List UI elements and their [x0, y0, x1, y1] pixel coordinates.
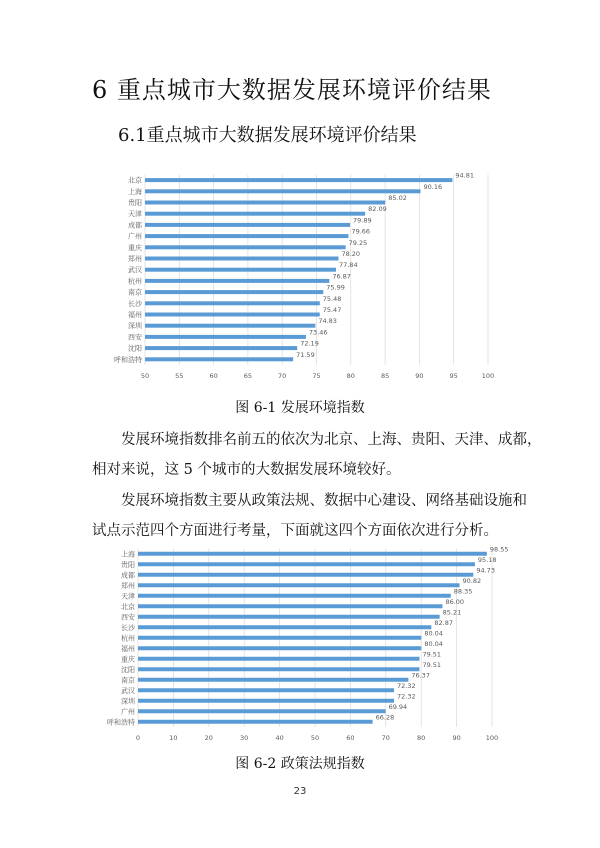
x-tick-label: 55 — [175, 371, 184, 380]
bar — [138, 573, 473, 577]
category-label: 天津 — [121, 592, 135, 601]
x-tick-label: 100 — [485, 734, 499, 742]
bar — [145, 357, 293, 361]
bar — [145, 313, 320, 317]
x-tick-label: 80 — [346, 371, 355, 380]
data-label: 74.83 — [318, 317, 337, 326]
x-tick-label: 90 — [452, 734, 461, 742]
category-label: 贵阳 — [128, 199, 142, 207]
figure-6-2-caption: 图 6-2 政策法规指数 — [235, 756, 365, 772]
paragraph-ranking — [92, 425, 542, 485]
bar — [145, 268, 336, 272]
bar — [138, 720, 373, 724]
x-tick-label: 70 — [381, 734, 390, 742]
data-label: 95.18 — [477, 555, 497, 564]
data-label: 75.47 — [322, 306, 342, 314]
paragraph-method-line-1: 发展环境指数主要从政策法规、数据中心建设、网络基础设施和 — [121, 493, 527, 509]
data-label: 79.89 — [353, 216, 372, 225]
data-label: 66.28 — [375, 713, 395, 722]
bar — [138, 709, 386, 713]
category-label: 重庆 — [128, 243, 142, 252]
x-tick-label: 40 — [275, 734, 284, 742]
figure-6-1-caption: 图 6-1 发展环境指数 — [235, 400, 365, 416]
bar — [145, 335, 306, 339]
x-tick-label: 60 — [346, 734, 355, 742]
bar — [138, 562, 475, 566]
bar — [145, 201, 385, 205]
category-label: 西安 — [128, 333, 142, 342]
data-label: 72.19 — [300, 339, 319, 348]
page-number: 23 — [293, 786, 307, 797]
data-label: 85.02 — [388, 194, 407, 202]
heading-section-6: 6 重点城市大数据发展环境评价结果 — [92, 76, 492, 104]
data-label: 72.32 — [397, 692, 416, 701]
category-label: 福州 — [121, 644, 135, 653]
bar — [138, 636, 421, 640]
category-label: 上海 — [128, 187, 142, 196]
category-label: 深圳 — [128, 322, 142, 331]
x-tick-label: 90 — [415, 371, 424, 380]
category-label: 重庆 — [121, 655, 135, 664]
x-tick-label: 70 — [278, 371, 287, 380]
data-label: 94.73 — [476, 566, 495, 575]
category-label: 南京 — [121, 676, 135, 685]
category-label: 长沙 — [128, 299, 142, 308]
data-label: 79.66 — [351, 227, 371, 236]
data-label: 80.04 — [424, 629, 443, 638]
data-label: 73.46 — [308, 328, 328, 337]
bar — [138, 583, 460, 587]
bar — [138, 699, 394, 703]
category-label: 呼和浩特 — [114, 355, 142, 364]
x-tick-label: 100 — [481, 371, 495, 380]
category-label: 广州 — [121, 707, 135, 716]
paragraph-method — [92, 486, 532, 546]
x-tick-label: 30 — [240, 734, 249, 742]
x-tick-label: 65 — [243, 371, 253, 380]
x-tick-label: 10 — [169, 734, 178, 742]
data-label: 79.51 — [422, 650, 442, 659]
data-label: 76.87 — [332, 272, 351, 281]
category-label: 福州 — [128, 311, 142, 319]
bar — [138, 657, 419, 661]
category-label: 广州 — [128, 232, 142, 241]
category-label: 深圳 — [121, 697, 135, 706]
category-label: 武汉 — [128, 266, 142, 275]
data-label: 85.21 — [442, 608, 462, 617]
paragraph-ranking-line-2: 相对来说，这 5 个城市的大数据发展环境较好。 — [92, 462, 401, 478]
data-label: 90.82 — [462, 576, 482, 585]
category-label: 成都 — [128, 221, 142, 230]
bar — [145, 301, 320, 305]
data-label: 78.20 — [341, 250, 361, 258]
bar — [145, 234, 348, 238]
category-label: 上海 — [121, 550, 135, 559]
category-label: 郑州 — [128, 255, 142, 263]
data-label: 75.99 — [326, 283, 345, 292]
bar — [138, 678, 408, 682]
bar — [145, 346, 297, 350]
category-label: 呼和浩特 — [107, 718, 135, 727]
category-label: 长沙 — [121, 623, 135, 632]
bar — [138, 646, 421, 650]
x-tick-label: 50 — [140, 371, 150, 380]
x-tick-label: 50 — [310, 734, 320, 742]
data-label: 79.51 — [422, 660, 442, 669]
category-label: 北京 — [121, 602, 135, 611]
data-label: 79.25 — [348, 238, 368, 247]
bar — [138, 604, 442, 608]
data-label: 80.04 — [424, 639, 443, 648]
bar — [145, 290, 323, 294]
x-tick-label: 20 — [204, 734, 213, 742]
category-label: 成都 — [121, 571, 135, 580]
x-tick-label: 95 — [449, 371, 458, 380]
data-label: 82.87 — [434, 618, 453, 627]
bar — [138, 594, 451, 598]
data-label: 69.94 — [388, 702, 408, 711]
data-label: 90.16 — [423, 182, 443, 191]
paragraph-method-line-2: 试点示范四个方面进行考量，下面就这四个方面依次进行分析。 — [92, 523, 498, 539]
x-tick-label: 0 — [135, 734, 141, 742]
category-label: 贵阳 — [121, 560, 135, 569]
bar — [138, 667, 419, 671]
data-label: 82.09 — [368, 205, 387, 214]
bar — [138, 688, 394, 692]
category-label: 西安 — [121, 613, 135, 622]
bar — [145, 223, 350, 227]
bar — [138, 615, 440, 619]
category-label: 沈阳 — [121, 665, 135, 674]
category-label: 郑州 — [121, 581, 135, 590]
bar — [145, 178, 452, 182]
bar — [138, 625, 431, 629]
category-label: 武汉 — [121, 686, 135, 695]
data-label: 71.59 — [296, 350, 315, 359]
data-label: 88.35 — [453, 587, 473, 596]
data-label: 86.00 — [445, 597, 465, 606]
data-label: 77.84 — [338, 261, 358, 270]
heading-section-6-1: 6.1重点城市大数据发展环境评价结果 — [118, 125, 417, 146]
category-label: 杭州 — [121, 634, 135, 643]
data-label: 75.48 — [322, 294, 342, 303]
x-tick-label: 85 — [380, 371, 390, 380]
x-tick-label: 80 — [417, 734, 426, 742]
category-label: 沈阳 — [128, 344, 142, 353]
bar — [145, 279, 329, 283]
data-label: 98.55 — [489, 545, 509, 554]
category-label: 杭州 — [128, 277, 142, 286]
data-label: 76.37 — [411, 671, 430, 680]
category-label: 北京 — [128, 176, 142, 185]
x-tick-label: 60 — [209, 371, 218, 380]
data-label: 72.32 — [397, 681, 416, 690]
category-label: 南京 — [128, 288, 142, 297]
bar — [145, 212, 365, 216]
x-tick-label: 75 — [312, 371, 321, 380]
bar — [145, 245, 346, 249]
category-label: 天津 — [128, 210, 142, 219]
bar — [145, 189, 420, 193]
bar — [138, 552, 487, 556]
bar — [145, 324, 315, 328]
paragraph-ranking-line-1: 发展环境指数排名前五的依次为北京、上海、贵阳、天津、成都， — [121, 432, 542, 448]
bar — [145, 257, 338, 261]
data-label: 94.81 — [455, 171, 475, 180]
